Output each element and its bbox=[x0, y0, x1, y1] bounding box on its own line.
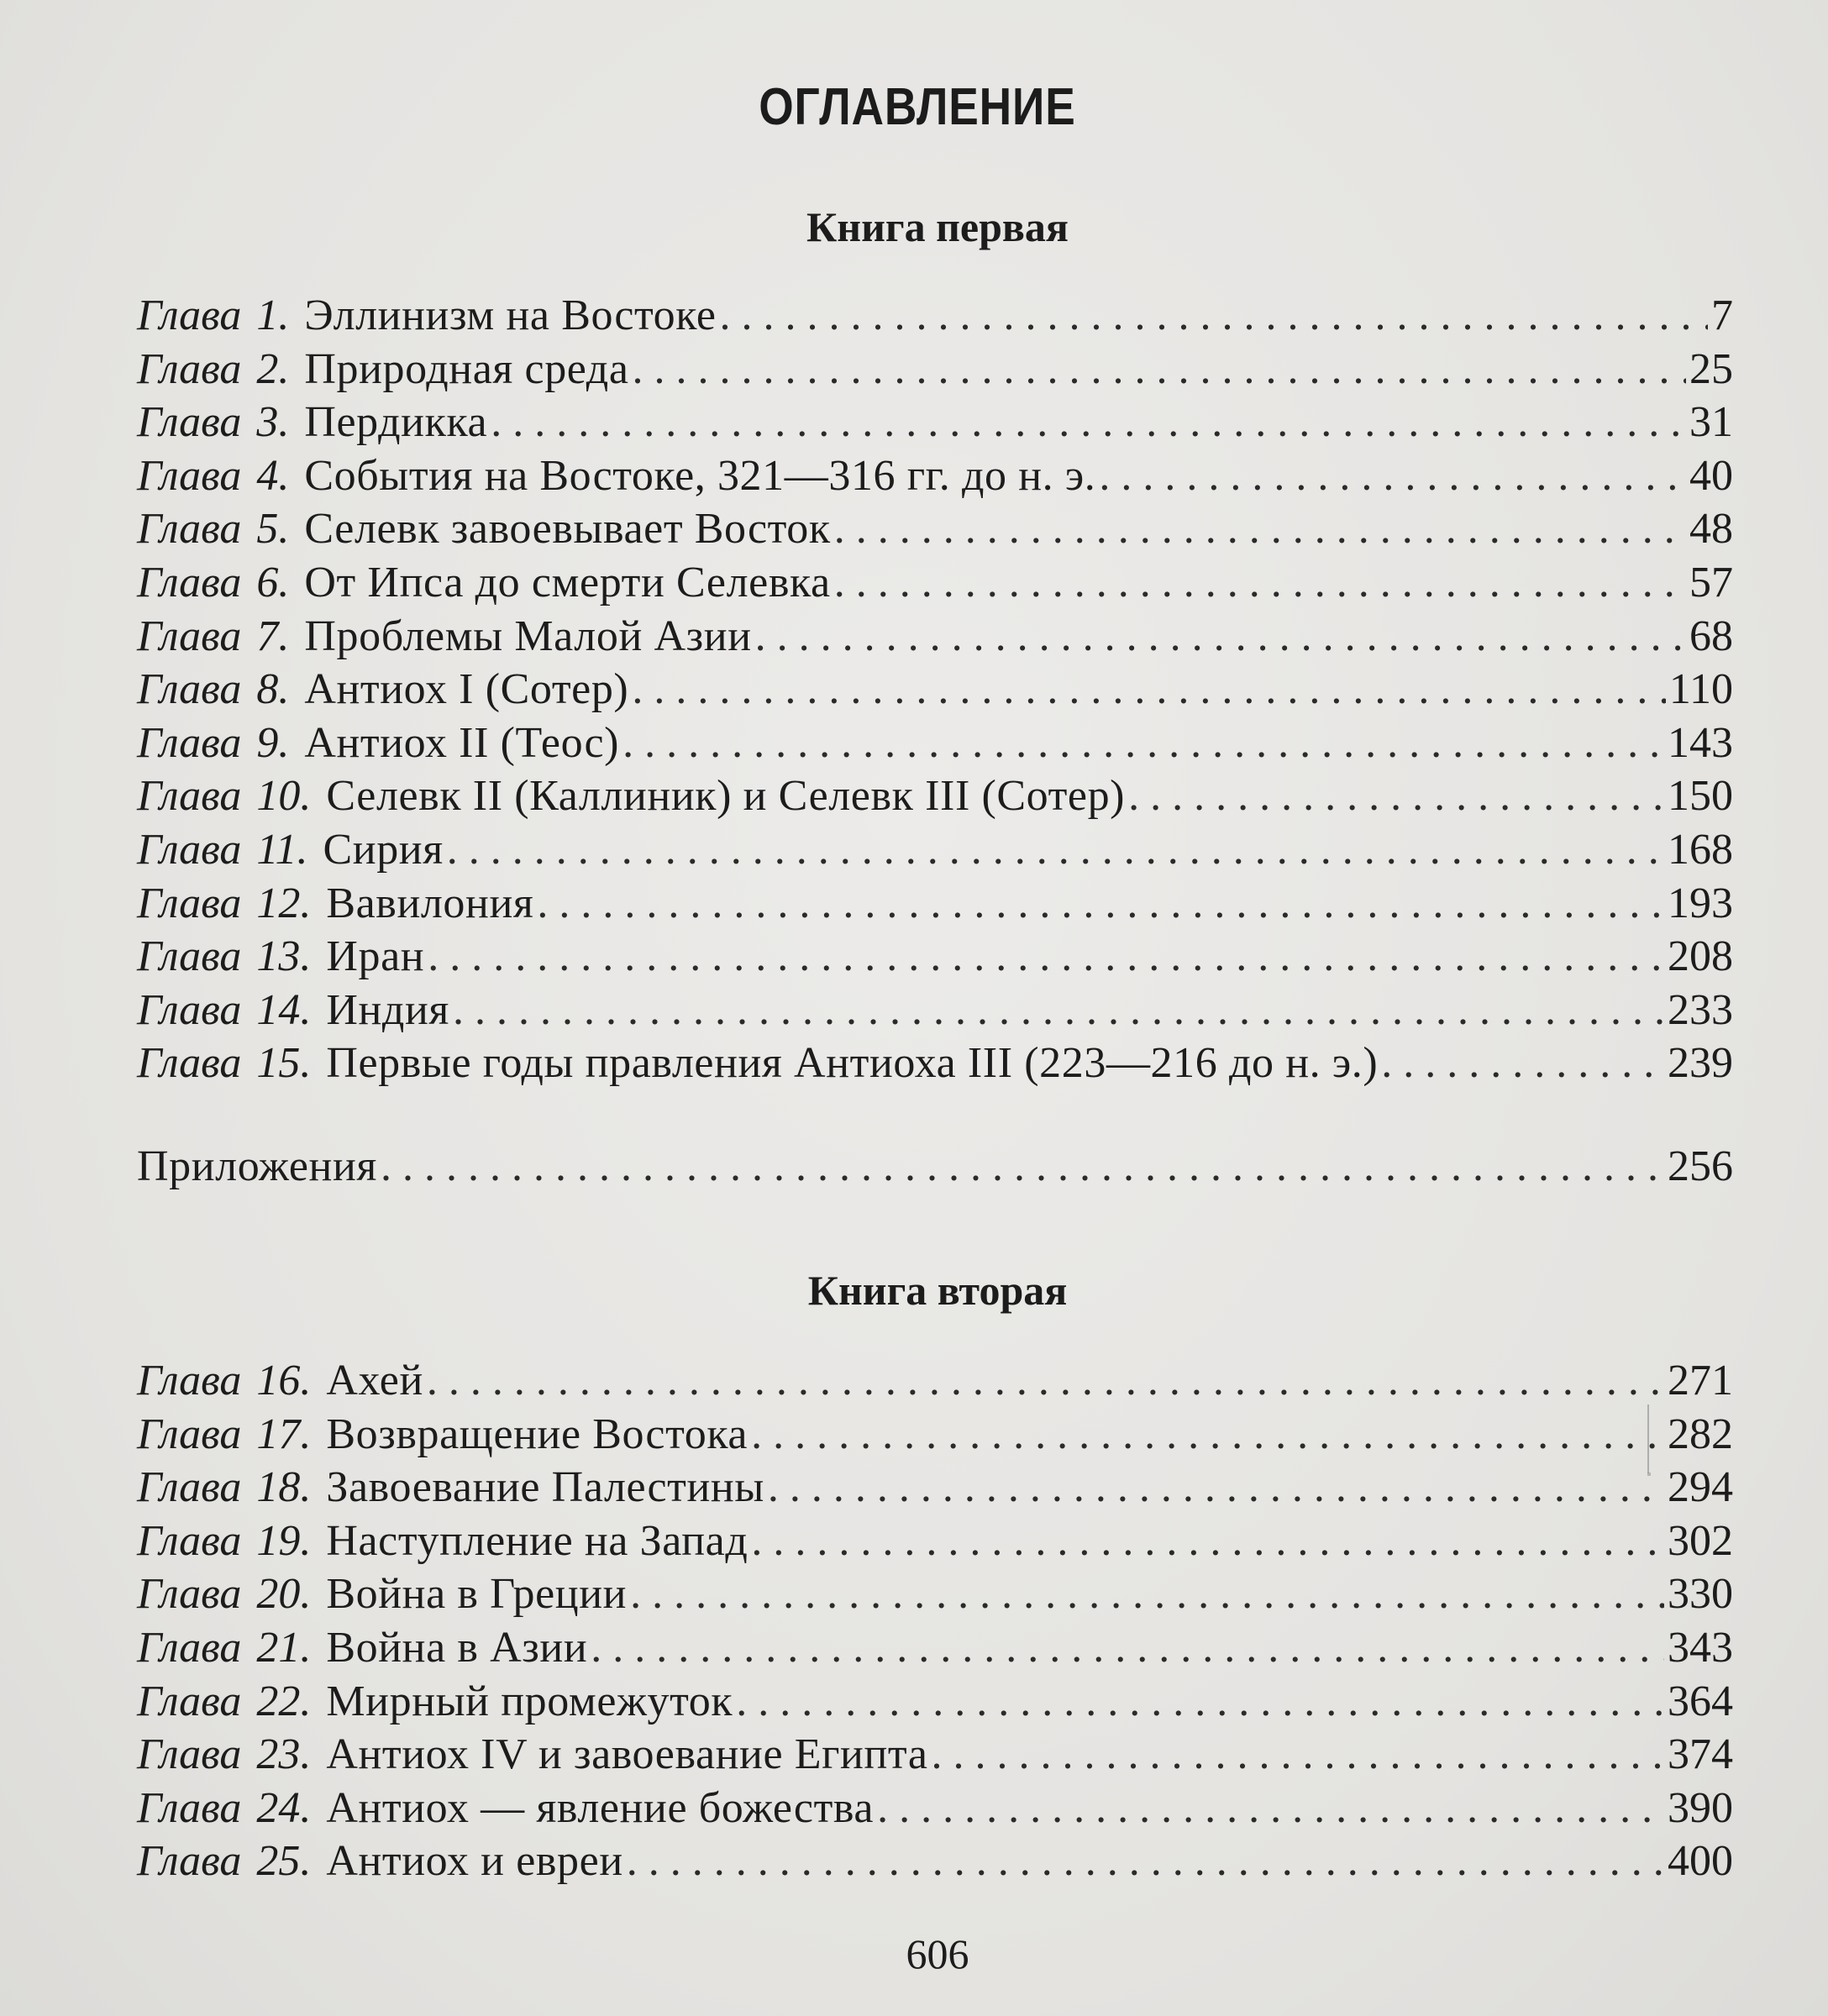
chapter-label bbox=[137, 343, 289, 396]
dot-leader bbox=[627, 1835, 1664, 1888]
entry-page: 282 bbox=[1668, 1410, 1733, 1458]
chapter-word: Глава bbox=[137, 718, 242, 767]
chapter-word: Глава bbox=[137, 344, 242, 393]
chapter-label bbox=[137, 823, 307, 877]
entry-page: 374 bbox=[1668, 1730, 1733, 1779]
chapter-number: 18. bbox=[256, 1463, 312, 1512]
entry-page: 330 bbox=[1668, 1570, 1733, 1619]
chapter-number: 8. bbox=[256, 665, 290, 714]
chapter-word: Глава bbox=[137, 985, 242, 1034]
chapter-number: 24. bbox=[256, 1783, 312, 1832]
dot-leader bbox=[768, 1461, 1664, 1515]
entry-page: 302 bbox=[1668, 1516, 1733, 1565]
dot-leader bbox=[633, 343, 1686, 396]
chapter-label bbox=[137, 610, 289, 664]
toc-entry[interactable] bbox=[137, 502, 1733, 556]
entry-title: Проблемы Малой Азии bbox=[304, 612, 752, 660]
entry-title: От Ипса до смерти Селевка bbox=[304, 558, 831, 606]
chapter-label bbox=[137, 1515, 311, 1568]
entry-title: Антиох — явление божества bbox=[326, 1783, 875, 1832]
chapter-word: Глава bbox=[137, 1039, 242, 1088]
entry-page: 390 bbox=[1668, 1783, 1733, 1832]
chapter-number: 20. bbox=[256, 1570, 312, 1619]
book-two-heading: Книга вторая bbox=[807, 1267, 1068, 1314]
chapter-label bbox=[137, 663, 289, 717]
toc-entry[interactable] bbox=[137, 984, 1733, 1037]
entry-page: 364 bbox=[1668, 1677, 1733, 1725]
entry-title: Наступление на Запад bbox=[326, 1516, 749, 1565]
entry-page: 343 bbox=[1668, 1623, 1733, 1672]
toc-entry[interactable] bbox=[137, 1037, 1733, 1090]
chapter-word: Глава bbox=[137, 1623, 242, 1672]
entry-title: Природная среда bbox=[304, 344, 629, 393]
dot-leader bbox=[453, 984, 1664, 1037]
dot-leader bbox=[834, 502, 1686, 556]
dot-leader bbox=[622, 717, 1664, 770]
appendix-entry-wrapper bbox=[137, 1140, 1733, 1194]
entry-title: Иран bbox=[326, 932, 425, 981]
chapter-label bbox=[137, 1567, 311, 1621]
chapter-word: Глава bbox=[137, 1463, 242, 1512]
chapter-word: Глава bbox=[137, 1410, 242, 1458]
entry-title: Ахей bbox=[326, 1357, 423, 1404]
dot-leader bbox=[428, 930, 1664, 984]
entry-title: События на Востоке, 321—316 гг. до н. э. bbox=[304, 451, 1096, 500]
chapter-label bbox=[137, 1037, 311, 1090]
chapter-number: 1. bbox=[256, 291, 290, 339]
entry-title: Селевк завоевывает Восток bbox=[304, 505, 831, 554]
chapter-number: 16. bbox=[256, 1357, 312, 1404]
toc-entry[interactable] bbox=[137, 663, 1733, 717]
entry-title: Антиох I (Сотер) bbox=[304, 665, 629, 714]
chapter-word: Глава bbox=[137, 1783, 242, 1832]
toc-entry[interactable] bbox=[137, 343, 1733, 396]
entry-page: 40 bbox=[1689, 451, 1733, 500]
dot-leader bbox=[427, 1354, 1664, 1408]
entry-page: 400 bbox=[1668, 1837, 1733, 1886]
chapter-number: 12. bbox=[256, 879, 312, 927]
entry-page: 110 bbox=[1668, 665, 1733, 714]
dot-leader bbox=[932, 1728, 1664, 1782]
chapter-number: 4. bbox=[256, 451, 290, 500]
chapter-number: 23. bbox=[256, 1730, 312, 1779]
chapter-word: Глава bbox=[137, 291, 242, 339]
chapter-number: 15. bbox=[256, 1039, 312, 1088]
toc-entry[interactable] bbox=[137, 1835, 1733, 1888]
chapter-number: 17. bbox=[256, 1410, 312, 1458]
chapter-label bbox=[137, 1408, 311, 1462]
entry-title: Война в Греции bbox=[326, 1570, 628, 1619]
entry-page: 294 bbox=[1668, 1463, 1733, 1512]
dot-leader bbox=[751, 1408, 1664, 1462]
chapter-word: Глава bbox=[137, 451, 242, 500]
dot-leader bbox=[834, 556, 1686, 610]
chapter-word: Глава bbox=[137, 1357, 242, 1404]
toc-entry-appendix[interactable] bbox=[137, 1140, 1733, 1194]
chapter-number: 11. bbox=[256, 825, 308, 874]
toc-entry[interactable] bbox=[137, 556, 1733, 610]
chapter-number: 10. bbox=[256, 772, 312, 821]
chapter-word: Глава bbox=[137, 612, 242, 660]
page-number: 606 bbox=[906, 1930, 969, 1977]
toc-entry[interactable] bbox=[137, 823, 1733, 877]
toc-entry[interactable] bbox=[137, 1515, 1733, 1568]
entry-page: 208 bbox=[1668, 932, 1733, 981]
chapter-label bbox=[137, 769, 311, 823]
dot-leader bbox=[591, 1621, 1664, 1675]
dot-leader bbox=[751, 1515, 1664, 1568]
chapter-label bbox=[137, 717, 289, 770]
chapter-number: 3. bbox=[256, 398, 290, 447]
chapter-label bbox=[137, 1728, 311, 1782]
entry-title: Антиох IV и завоевание Египта bbox=[326, 1730, 928, 1779]
toc-entry[interactable] bbox=[137, 1728, 1733, 1782]
chapter-number: 25. bbox=[256, 1837, 312, 1886]
chapter-label bbox=[137, 930, 311, 984]
chapter-word: Глава bbox=[137, 772, 242, 821]
entry-title: Сирия bbox=[323, 825, 444, 874]
entry-page: 68 bbox=[1689, 612, 1733, 660]
chapter-word: Глава bbox=[137, 1570, 242, 1619]
chapter-number: 13. bbox=[256, 932, 312, 981]
chapter-number: 21. bbox=[256, 1623, 312, 1672]
entry-title: Приложения bbox=[137, 1142, 377, 1190]
chapter-word: Глава bbox=[137, 932, 242, 981]
chapter-number: 5. bbox=[256, 505, 290, 554]
dot-leader bbox=[537, 877, 1664, 931]
chapter-label bbox=[137, 556, 289, 610]
entry-title: Вавилония bbox=[326, 879, 534, 927]
entry-page: 239 bbox=[1668, 1039, 1733, 1088]
book-two-toc bbox=[137, 1354, 1733, 1888]
entry-title: Антиох II (Теос) bbox=[304, 718, 620, 767]
entry-page: 7 bbox=[1711, 291, 1733, 339]
entry-page: 271 bbox=[1668, 1357, 1733, 1404]
chapter-word: Глава bbox=[137, 398, 242, 447]
chapter-word: Глава bbox=[137, 1837, 242, 1886]
chapter-label bbox=[137, 1782, 311, 1835]
entry-page: 48 bbox=[1689, 505, 1733, 554]
chapter-label bbox=[137, 1354, 311, 1408]
toc-entry[interactable] bbox=[137, 1782, 1733, 1835]
toc-entry[interactable] bbox=[137, 610, 1733, 664]
chapter-label bbox=[137, 1621, 311, 1675]
toc-entry[interactable] bbox=[137, 289, 1733, 343]
dot-leader bbox=[720, 289, 1708, 343]
chapter-word: Глава bbox=[137, 879, 242, 927]
dot-leader bbox=[1128, 769, 1664, 823]
chapter-word: Глава bbox=[137, 558, 242, 606]
chapter-label bbox=[137, 396, 289, 449]
chapter-label bbox=[137, 449, 289, 503]
dot-leader bbox=[447, 823, 1664, 877]
chapter-label bbox=[137, 1675, 311, 1729]
toc-entry[interactable] bbox=[137, 1621, 1733, 1675]
entry-page: 57 bbox=[1689, 558, 1733, 606]
toc-entry[interactable] bbox=[137, 396, 1733, 449]
chapter-word: Глава bbox=[137, 1677, 242, 1725]
entry-title: Пердикка bbox=[304, 398, 488, 447]
toc-entry[interactable] bbox=[137, 449, 1733, 503]
chapter-number: 2. bbox=[256, 344, 290, 393]
chapter-number: 19. bbox=[256, 1516, 312, 1565]
dot-leader bbox=[630, 1567, 1664, 1621]
chapter-number: 22. bbox=[256, 1677, 312, 1725]
chapter-label bbox=[137, 1835, 311, 1888]
toc-entry[interactable] bbox=[137, 1567, 1733, 1621]
toc-entry[interactable] bbox=[137, 1354, 1733, 1408]
dot-leader bbox=[877, 1782, 1664, 1835]
dot-leader bbox=[1381, 1037, 1664, 1090]
toc-entry[interactable] bbox=[137, 769, 1733, 823]
entry-page: 25 bbox=[1689, 344, 1733, 393]
toc-entry[interactable] bbox=[137, 930, 1733, 984]
chapter-label bbox=[137, 502, 289, 556]
chapter-label bbox=[137, 984, 311, 1037]
chapter-number: 6. bbox=[256, 558, 290, 606]
entry-title: Мирный промежуток bbox=[326, 1677, 733, 1725]
entry-title: Селевк II (Каллиник) и Селевк III (Сотер) bbox=[326, 772, 1126, 821]
chapter-label bbox=[137, 289, 289, 343]
entry-page: 256 bbox=[1668, 1142, 1733, 1190]
entry-title: Эллинизм на Востоке bbox=[304, 291, 717, 339]
toc-entry[interactable] bbox=[137, 1675, 1733, 1729]
page-title: ОГЛАВЛЕНИЕ bbox=[759, 78, 1076, 136]
entry-page: 193 bbox=[1668, 879, 1733, 927]
chapter-label bbox=[137, 877, 311, 931]
book-one-toc bbox=[137, 289, 1733, 1090]
dot-leader bbox=[755, 610, 1686, 664]
entry-page: 233 bbox=[1668, 985, 1733, 1034]
toc-entry[interactable] bbox=[137, 877, 1733, 931]
pencil-mark bbox=[1647, 1473, 1651, 1476]
chapter-word: Глава bbox=[137, 505, 242, 554]
entry-title: Война в Азии bbox=[326, 1623, 588, 1672]
book-one-heading: Книга первая bbox=[806, 203, 1069, 250]
entry-page: 143 bbox=[1668, 718, 1733, 767]
chapter-word: Глава bbox=[137, 1516, 242, 1565]
pencil-mark bbox=[1647, 1404, 1649, 1473]
toc-entry[interactable] bbox=[137, 1408, 1733, 1462]
entry-title: Возвращение Востока bbox=[326, 1410, 749, 1458]
entry-page: 150 bbox=[1668, 772, 1733, 821]
chapter-number: 7. bbox=[256, 612, 290, 660]
chapter-word: Глава bbox=[137, 665, 242, 714]
chapter-number: 9. bbox=[256, 718, 290, 767]
entry-page: 31 bbox=[1689, 398, 1733, 447]
toc-entry[interactable] bbox=[137, 717, 1733, 770]
entry-page: 168 bbox=[1668, 825, 1733, 874]
dot-leader bbox=[632, 663, 1666, 717]
entry-title: Антиох и евреи bbox=[326, 1837, 623, 1886]
toc-entry[interactable] bbox=[137, 1461, 1733, 1515]
chapter-label bbox=[137, 1461, 311, 1515]
entry-title: Завоевание Палестины bbox=[326, 1463, 764, 1512]
entry-title: Индия bbox=[326, 985, 449, 1034]
chapter-number: 14. bbox=[256, 985, 312, 1034]
dot-leader bbox=[1099, 449, 1686, 503]
dot-leader bbox=[491, 396, 1686, 449]
entry-title: Первые годы правления Антиоха III (223—216 до н. э.) bbox=[326, 1039, 1379, 1088]
chapter-word: Глава bbox=[137, 1730, 242, 1779]
dot-leader bbox=[736, 1675, 1664, 1729]
dot-leader bbox=[381, 1140, 1664, 1194]
chapter-word: Глава bbox=[137, 825, 242, 874]
